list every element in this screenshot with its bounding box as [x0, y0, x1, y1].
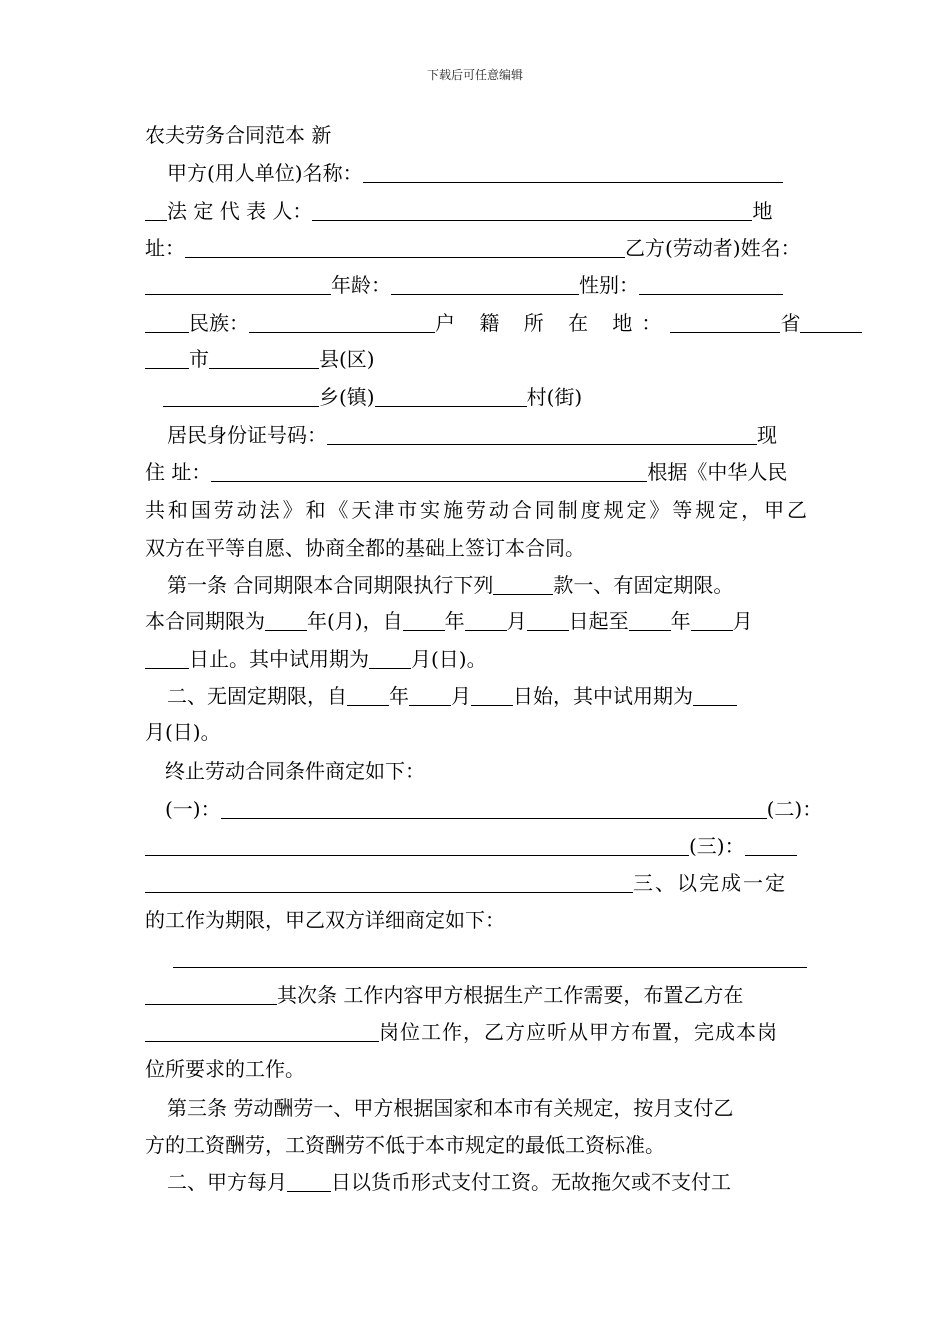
line-article-3-cont: 方的工资酬劳，工资酬劳不低于本市规定的最低工资标准。 — [145, 1133, 665, 1157]
line-city: 市 县(区) — [145, 344, 807, 374]
line-open-term-cont: 月(日)。 — [145, 720, 221, 744]
line-article-2: 其次条 工作内容甲方根据生产工作需要，布置乙方在 — [145, 980, 807, 1010]
page-header: 下载后可任意编辑 — [426, 68, 523, 82]
line-post-cont: 位所要求的工作。 — [145, 1057, 305, 1081]
document-title: 农夫劳务合同范本 新 — [145, 123, 332, 147]
line-termination-heading: 终止劳动合同条件商定如下： — [165, 759, 425, 783]
line-post: 岗位工作，乙方应听从甲方布置，完成本岗 — [145, 1017, 807, 1047]
line-open-term: 二、无固定期限，自 年 月 日始，其中试用期为 — [145, 681, 807, 711]
line-equality: 双方在平等自愿、协商全都的基础上签订本合同。 — [145, 536, 585, 560]
line-article-3: 第三条 劳动酬劳一、甲方根据国家和本市有关规定，按月支付乙 — [167, 1096, 734, 1120]
line-id-number: 居民身份证号码： 现 — [167, 423, 777, 447]
line-blank-fill — [145, 943, 807, 973]
line-current-address: 住 址： 根据《中华人民 — [145, 460, 788, 484]
line-termination-2: (三)： — [145, 831, 807, 861]
line-legal-rep: 法 定 代 表 人： 地 — [145, 196, 807, 226]
line-law-reference: 共和国劳动法》和《天津市实施劳动合同制度规定》等规定，甲乙 — [145, 498, 807, 522]
line-town: 乡(镇) 村(街) — [145, 382, 807, 412]
line-address: 址： 乙方(劳动者)姓名： — [145, 236, 801, 260]
line-article-1: 第一条 合同期限本合同期限执行下列 款一、有固定期限。 — [167, 573, 734, 597]
line-ethnicity: 民族： 户 籍 所 在 地： 省 — [145, 308, 807, 338]
line-task-term: 三、以完成一定 — [145, 868, 807, 898]
line-term-fixed: 本合同期限为 年(月)，自 年 月 日起至 年 月 — [145, 609, 753, 633]
line-party-a: 甲方(用人单位)名称： — [145, 158, 807, 188]
line-payday: 二、甲方每月 日以货币形式支付工资。无故拖欠或不支付工 — [167, 1170, 731, 1194]
line-termination-1: (一)： (二)： — [165, 797, 823, 821]
line-task-term-cont: 的工作为期限，甲乙双方详细商定如下： — [145, 908, 505, 932]
line-trial-period: 日止。其中试用期为 月(日)。 — [145, 644, 807, 674]
line-age-gender: 年龄： 性别： — [145, 270, 807, 300]
